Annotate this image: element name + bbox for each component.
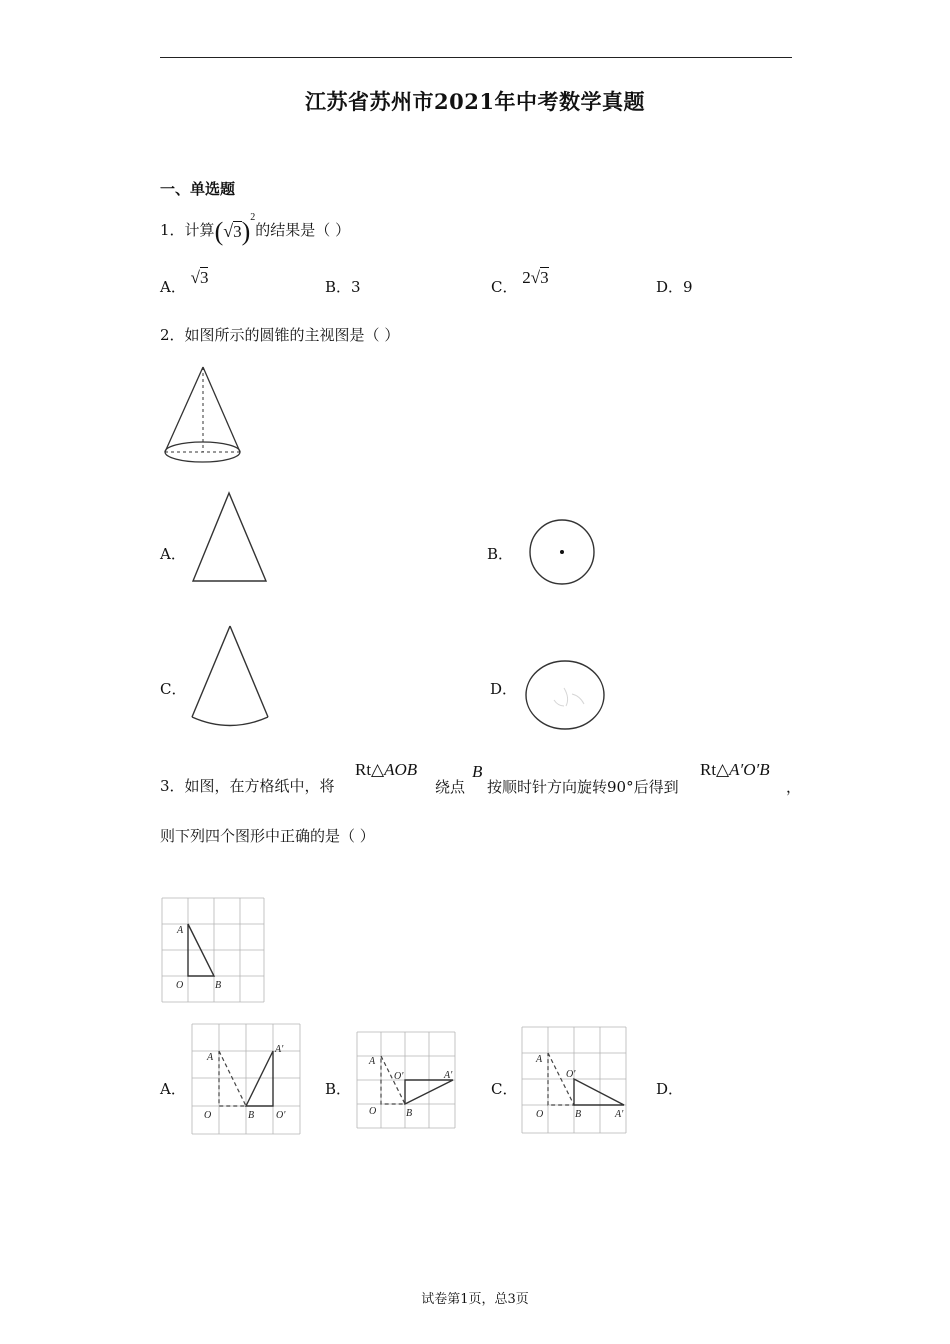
option-letter: B． bbox=[325, 278, 352, 296]
label-b: B bbox=[575, 1109, 582, 1120]
option-a[interactable] bbox=[160, 543, 186, 564]
option-d[interactable] bbox=[656, 276, 693, 297]
math-expression-rt-aob: Rt△AOB bbox=[355, 760, 418, 779]
question-text: 如图所示的圆锥的主视图是（ ） bbox=[184, 326, 400, 344]
page-footer: 试卷第1页，总3页 bbox=[421, 1292, 529, 1307]
label-o: O bbox=[369, 1106, 377, 1117]
triangle-view-option bbox=[190, 490, 270, 585]
label-a-prime: A' bbox=[444, 1070, 453, 1081]
math-expression: 2√3 bbox=[522, 268, 549, 287]
option-letter: B． bbox=[325, 1080, 352, 1098]
grid-figure-original bbox=[160, 896, 266, 1006]
option-c[interactable] bbox=[160, 678, 186, 699]
option-b[interactable] bbox=[325, 1078, 351, 1099]
math-point-b: B bbox=[472, 762, 483, 781]
option-letter: C． bbox=[491, 278, 518, 296]
section-heading: 一、单选题 bbox=[160, 180, 236, 198]
question-text: 绕点 bbox=[435, 778, 466, 796]
label-a: A bbox=[536, 1054, 543, 1065]
question-text: 则下列四个图形中正确的是（ ） bbox=[160, 827, 375, 845]
grid-figure-option-b bbox=[355, 1030, 457, 1132]
math-expression-rt-aob-prime: Rt△A′O′B bbox=[700, 760, 770, 779]
page-title: 江苏省苏州市2021年中考数学真题 bbox=[305, 89, 645, 114]
question-text: 如图，在方格纸中，将 bbox=[184, 777, 335, 795]
label-o: O bbox=[204, 1110, 212, 1121]
math-expression: $(√3)^2$ bbox=[214, 212, 256, 246]
option-c[interactable] bbox=[491, 268, 549, 297]
label-a: A bbox=[369, 1056, 376, 1067]
label-a-prime: A' bbox=[615, 1109, 624, 1120]
label-b: B bbox=[406, 1108, 413, 1119]
option-letter: C． bbox=[491, 1080, 518, 1098]
option-d[interactable] bbox=[490, 678, 517, 699]
label-o-prime: O' bbox=[276, 1110, 286, 1121]
label-o: O bbox=[536, 1109, 544, 1120]
option-value: 9 bbox=[683, 278, 693, 296]
question-text: 按顺时针方向旋转90°后得到 bbox=[487, 778, 679, 796]
circle-with-center-option bbox=[528, 518, 598, 588]
question-2 bbox=[160, 324, 399, 345]
option-value: 3 bbox=[351, 278, 361, 296]
question-number: 2． bbox=[160, 326, 185, 344]
label-o: O bbox=[176, 980, 184, 991]
cone-figure bbox=[160, 362, 250, 467]
question-number: 3． bbox=[160, 777, 185, 795]
label-a: A bbox=[177, 925, 184, 936]
circle-view-option bbox=[524, 660, 606, 732]
label-b: B bbox=[215, 980, 222, 991]
label-a: A bbox=[207, 1052, 214, 1063]
question-text: 的结果是（ ） bbox=[255, 221, 351, 239]
question-1 bbox=[160, 212, 351, 246]
option-a[interactable] bbox=[160, 268, 209, 297]
label-o-prime: O' bbox=[394, 1071, 404, 1082]
header-rule bbox=[160, 57, 792, 58]
question-text: ， bbox=[786, 778, 802, 796]
question-number: 1． bbox=[160, 221, 185, 239]
math-expression: √3 bbox=[190, 268, 209, 287]
question-3-number-text bbox=[160, 775, 335, 796]
option-c[interactable] bbox=[491, 1078, 517, 1099]
option-letter: D． bbox=[490, 680, 518, 698]
option-letter: D． bbox=[656, 1080, 684, 1098]
option-letter: A． bbox=[160, 278, 186, 296]
question-text: 计算 bbox=[184, 221, 215, 239]
option-letter: B． bbox=[487, 545, 514, 563]
grid-figure-option-c bbox=[520, 1025, 630, 1137]
option-letter: A． bbox=[160, 545, 186, 563]
option-letter: A． bbox=[160, 1080, 186, 1098]
option-letter: D． bbox=[656, 278, 684, 296]
option-a[interactable] bbox=[160, 1078, 186, 1099]
label-b: B bbox=[248, 1110, 255, 1121]
option-d[interactable] bbox=[656, 1078, 683, 1099]
label-o-prime: O' bbox=[566, 1069, 576, 1080]
option-letter: C． bbox=[160, 680, 187, 698]
option-b[interactable] bbox=[325, 276, 361, 297]
label-a-prime: A' bbox=[275, 1044, 284, 1055]
cone-view-option bbox=[188, 622, 273, 730]
option-b[interactable] bbox=[487, 543, 513, 564]
grid-figure-option-a bbox=[190, 1022, 302, 1137]
